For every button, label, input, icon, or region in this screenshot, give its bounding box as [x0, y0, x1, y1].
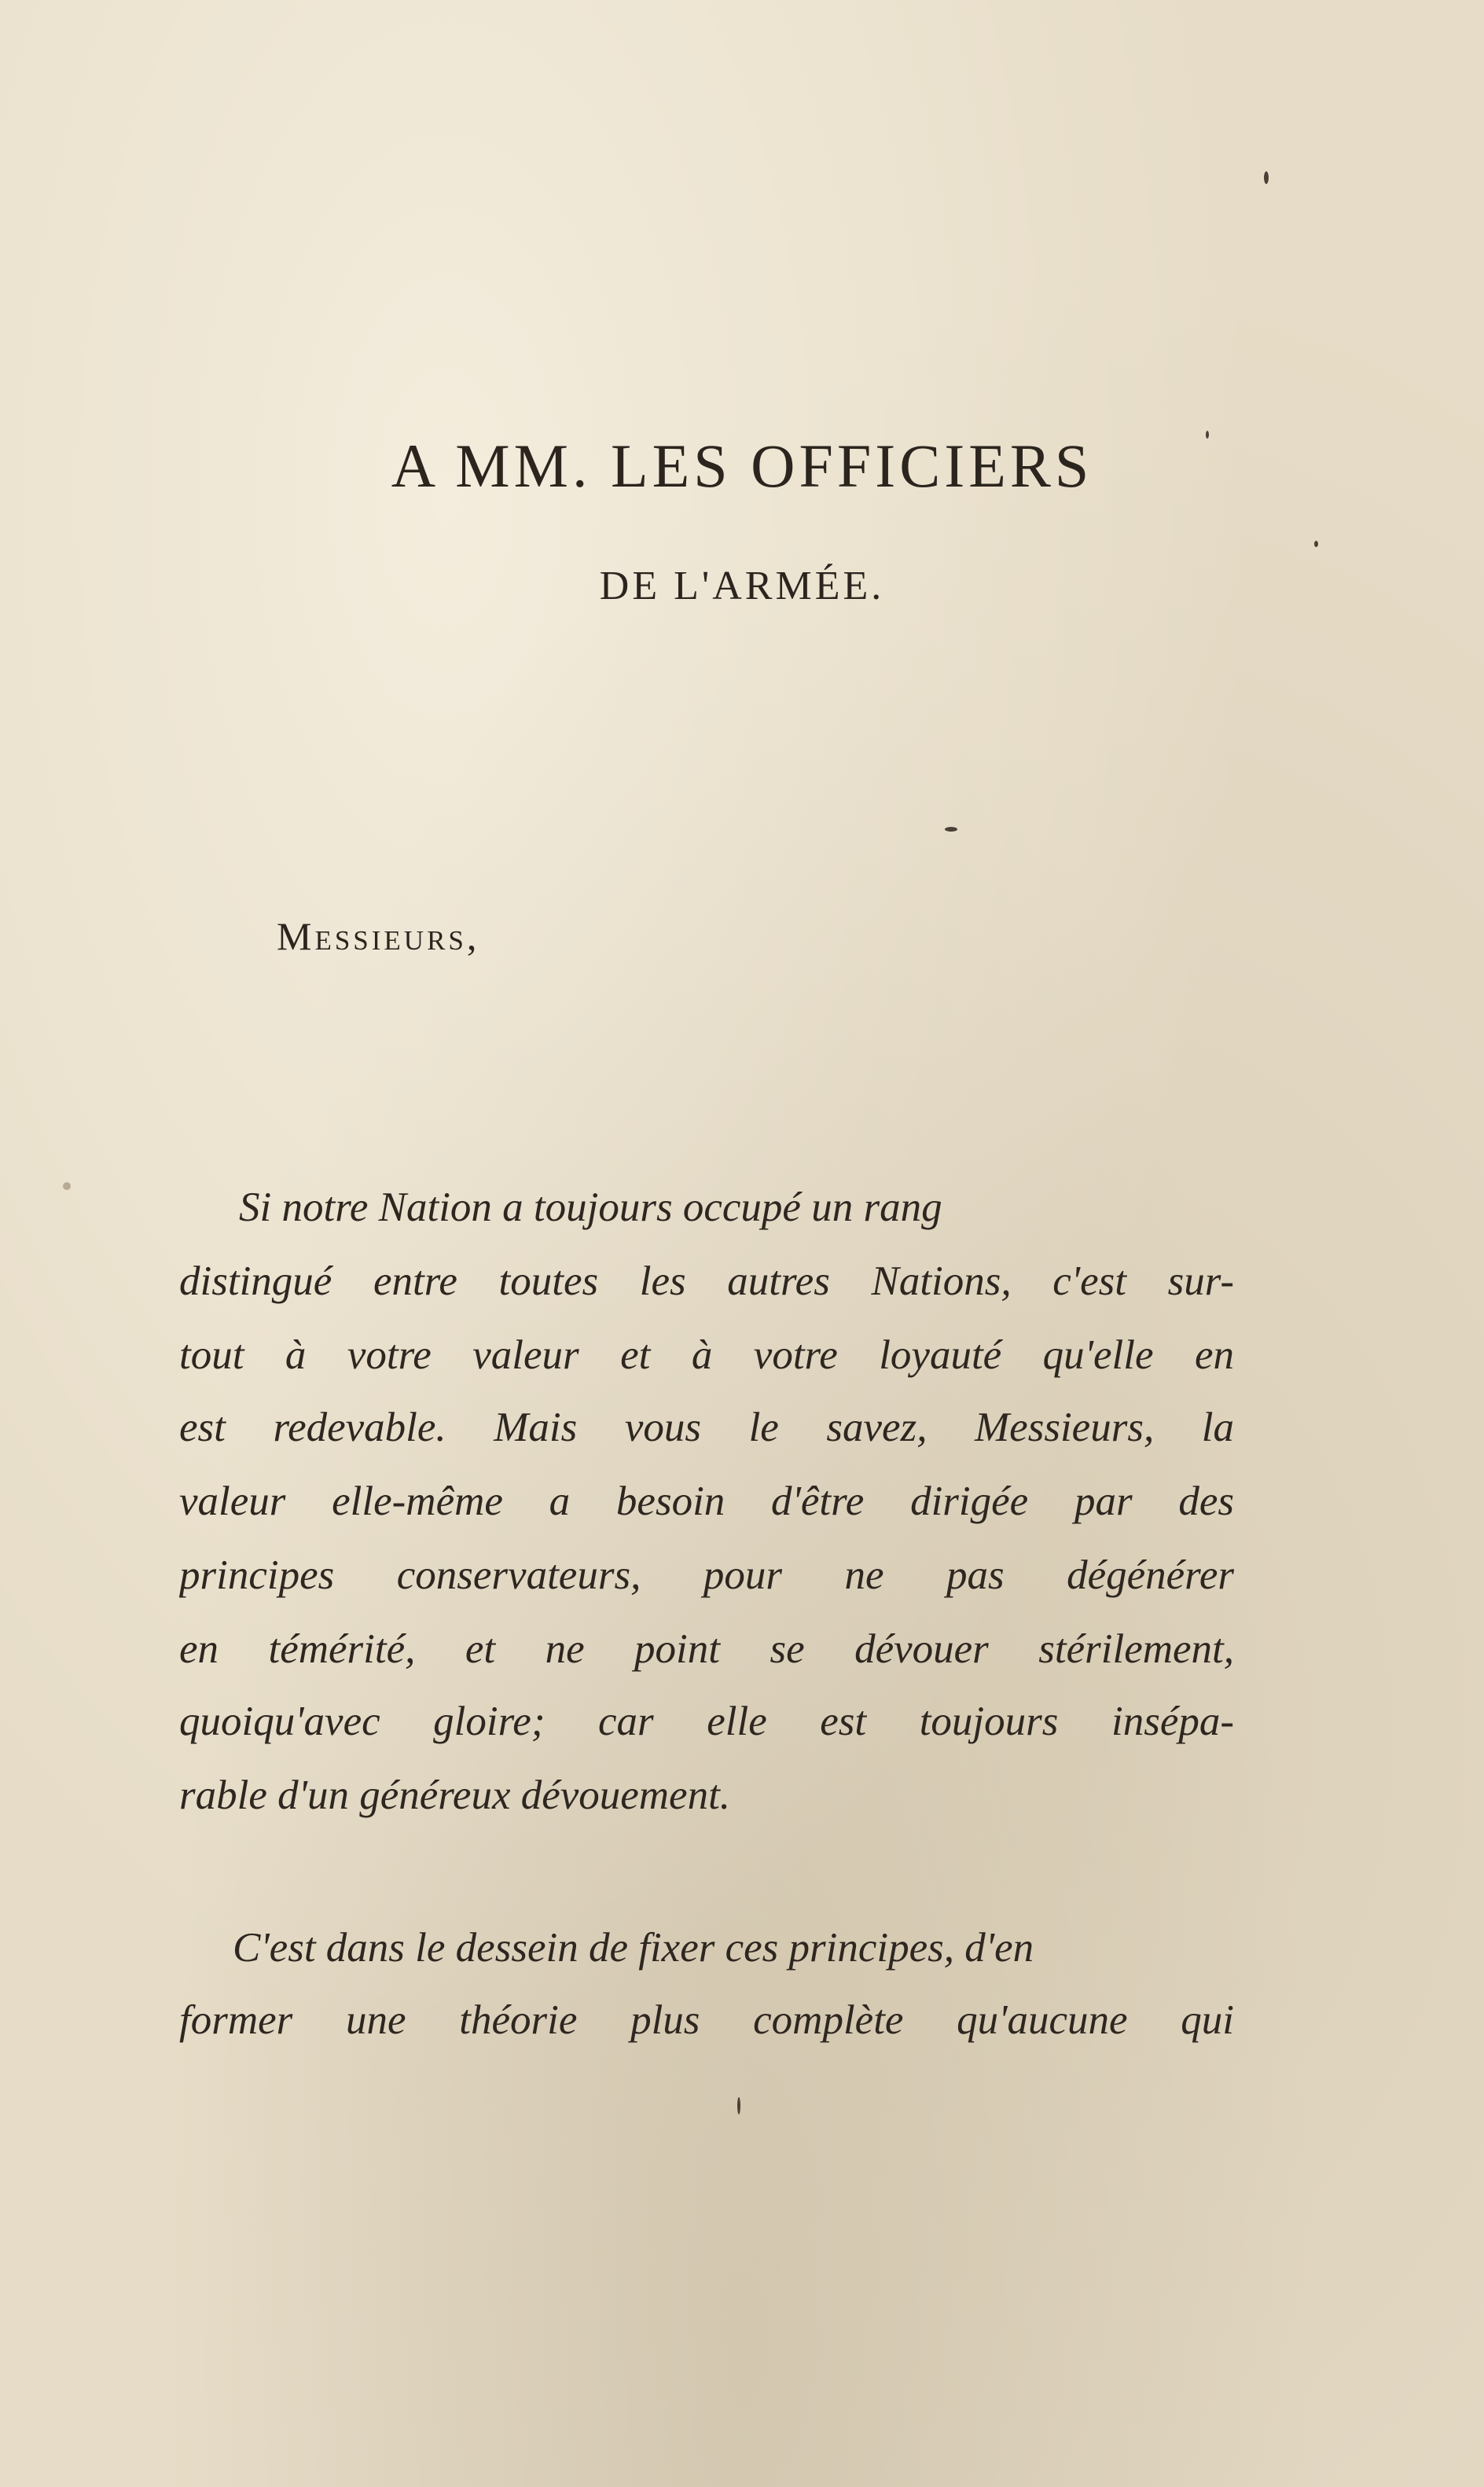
dedication-title: A MM. LES OFFICIERS [391, 432, 1093, 500]
paper-speck [1206, 431, 1209, 439]
text-line: en témérité, et ne point se dévouer stérilement, [179, 1626, 1234, 1672]
paper-speck [737, 2097, 740, 2114]
text-line: distingué entre toutes les autres Nations, c'est sur- [179, 1258, 1234, 1304]
text-line: rable d'un généreux dévouement. [179, 1772, 731, 1818]
text-line: former une théorie plus complète qu'aucune qui [179, 1997, 1234, 2043]
text-line: tout à votre valeur et à votre loyauté qu'elle en [179, 1332, 1234, 1378]
dedication-subtitle: DE L'ARMÉE. [599, 564, 885, 608]
text-line: est redevable. Mais vous le savez, Messieurs, la [179, 1405, 1234, 1450]
paper-speck [1314, 541, 1318, 547]
paper-speck [945, 827, 957, 832]
text-line: valeur elle-même a besoin d'être dirigée par des [179, 1479, 1234, 1524]
text-line: Si notre Nation a toujours occupé un rang [239, 1185, 942, 1230]
text-line: quoiqu'avec gloire; car elle est toujours insépa- [179, 1699, 1234, 1744]
text-line: C'est dans le dessein de fixer ces principes, d'en [233, 1925, 1034, 1971]
salutation: Messieurs, [277, 914, 480, 958]
text-line: principes conservateurs, pour ne pas dégénérer [179, 1552, 1234, 1598]
paper-speck [1264, 171, 1269, 184]
paper-speck [63, 1182, 71, 1190]
